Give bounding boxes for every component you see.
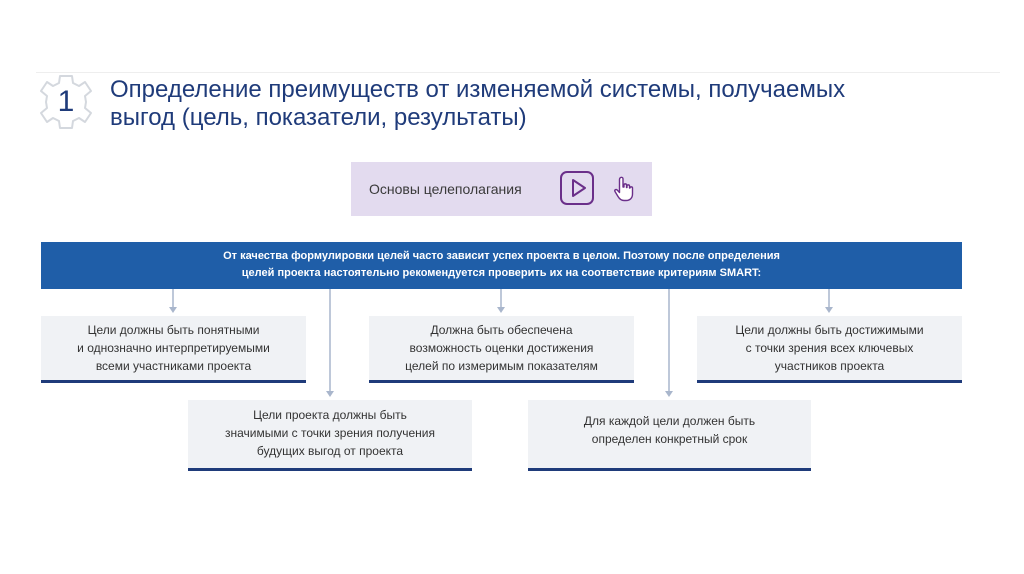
card-line: значимыми с точки зрения получения	[225, 426, 435, 440]
card-line: участников проекта	[774, 359, 885, 373]
card-line: Цели проекта должны быть	[253, 408, 407, 422]
criterion-card-achievable	[697, 316, 962, 383]
card-line: возможность оценки достижения	[409, 341, 594, 355]
card-line: и однозначно интерпретируемыми	[77, 341, 270, 355]
card-line: с точки зрения всех ключевых	[745, 341, 914, 355]
arrowhead	[326, 391, 334, 397]
arrowhead	[169, 307, 177, 313]
card-line: целей по измеримым показателям	[405, 359, 598, 373]
card-line: Цели должны быть достижимыми	[735, 323, 924, 337]
card-line: Должна быть обеспечена	[430, 323, 573, 337]
card-line: всеми участниками проекта	[95, 359, 252, 373]
slide-number: 1	[57, 85, 75, 118]
title-line: Определение преимуществ от изменяемой системы, получаемых	[110, 76, 846, 103]
criterion-card-time-bound	[528, 400, 811, 471]
criterion-card-relevant	[188, 400, 472, 471]
video-label: Основы целеполагания	[369, 181, 522, 197]
banner-line: От качества формулировки целей часто зависит успех проекта в целом. Поэтому после определения	[223, 250, 780, 262]
card-line: будущих выгод от проекта	[256, 444, 404, 458]
card-line: определен конкретный срок	[591, 432, 748, 446]
card-line: Цели должны быть понятными	[87, 323, 260, 337]
card-line: Для каждой цели должен быть	[583, 414, 756, 428]
criterion-card-measurable	[369, 316, 634, 383]
title-line: выгод (цель, показатели, результаты)	[110, 104, 527, 131]
arrowhead	[497, 307, 505, 313]
arrowhead	[665, 391, 673, 397]
criterion-card-specific	[41, 316, 306, 383]
banner-line: целей проекта настоятельно рекомендуется проверить их на соответствие критериям SMART:	[241, 267, 762, 279]
arrowhead	[825, 307, 833, 313]
